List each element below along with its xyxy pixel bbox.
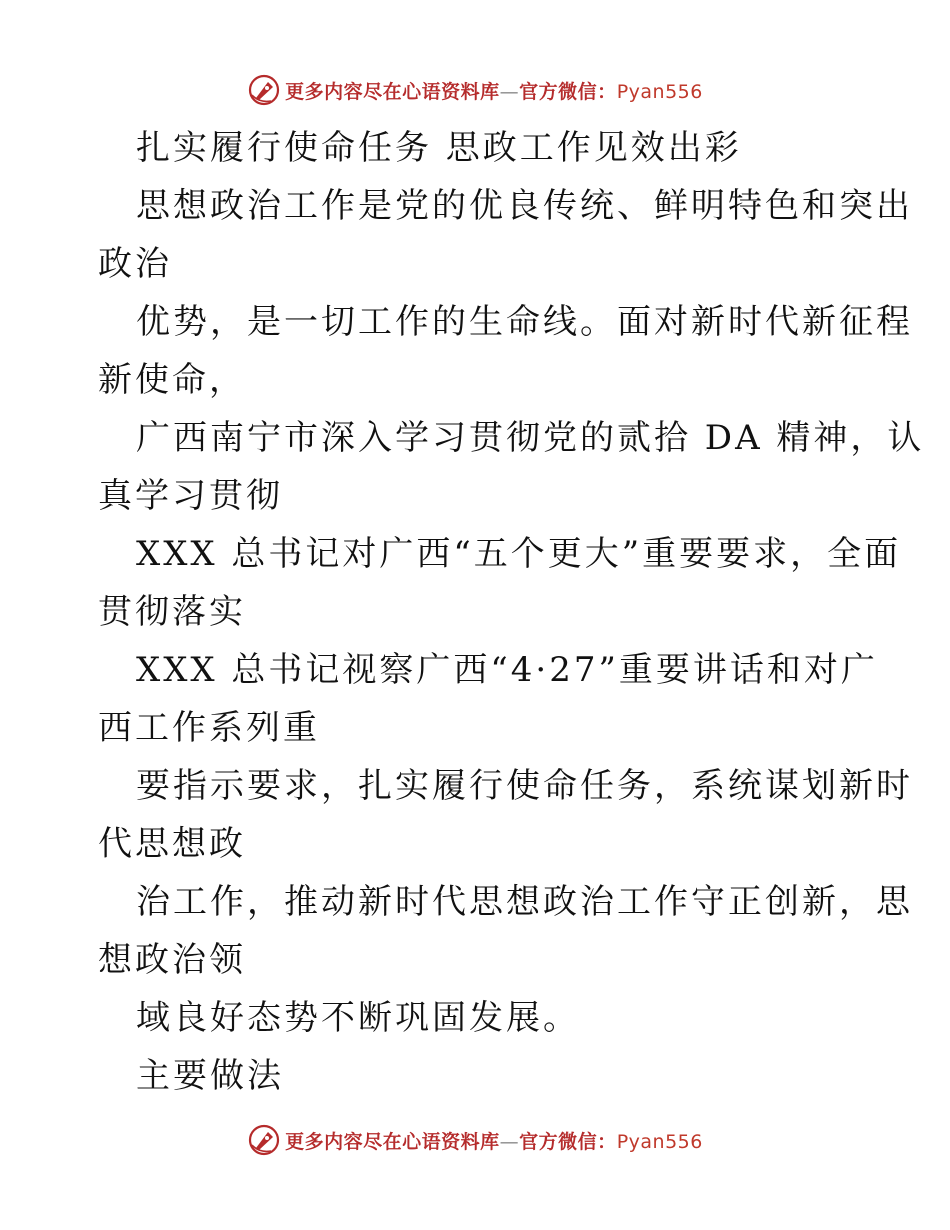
section-heading: 主要做法: [136, 1056, 284, 1096]
paragraph-line: 西工作系列重: [98, 708, 320, 748]
banner-contact-text: 官方微信：: [519, 80, 617, 103]
banner-dash: —: [499, 1130, 520, 1153]
header-banner: [0, 70, 950, 110]
pen-nib-logo-icon: [247, 73, 281, 107]
banner-wechat-id: Pyan556: [616, 80, 703, 103]
footer-banner: [0, 1120, 950, 1160]
paragraph-line: 真学习贯彻: [98, 476, 283, 516]
paragraph-line: 思想政治工作是党的优良传统、鲜明特色和突出: [136, 186, 913, 226]
document-title: 扎实履行使命任务 思政工作见效出彩: [136, 128, 742, 168]
pen-nib-logo-icon: [247, 1123, 281, 1157]
paragraph-line: 域良好态势不断巩固发展。: [136, 998, 580, 1038]
paragraph-line: 要指示要求，扎实履行使命任务，系统谋划新时: [136, 766, 913, 806]
paragraph-line: 代思想政: [98, 824, 246, 864]
banner-wechat-id: Pyan556: [616, 1130, 703, 1153]
paragraph-line: 优势，是一切工作的生命线。面对新时代新征程: [136, 302, 913, 342]
paragraph-line: XXX 总书记对广西“五个更大”重要要求，全面: [136, 534, 902, 574]
document-body: [98, 119, 925, 1105]
paragraph-line: 政治: [98, 244, 172, 284]
banner-dash: —: [499, 80, 520, 103]
paragraph-line: 广西南宁市深入学习贯彻党的贰拾 DA 精神，认: [136, 418, 925, 458]
banner-main-text: 更多内容尽在心语资料库: [285, 1130, 500, 1153]
paragraph-line: 贯彻落实: [98, 592, 246, 632]
paragraph-line: XXX 总书记视察广西“4·27”重要讲话和对广: [136, 650, 878, 690]
paragraph-line: 想政治领: [98, 940, 246, 980]
banner-contact-text: 官方微信：: [519, 1130, 617, 1153]
paragraph-line: 治工作，推动新时代思想政治工作守正创新，思: [136, 882, 913, 922]
paragraph-line: 新使命，: [98, 360, 246, 400]
banner-main-text: 更多内容尽在心语资料库: [285, 80, 500, 103]
